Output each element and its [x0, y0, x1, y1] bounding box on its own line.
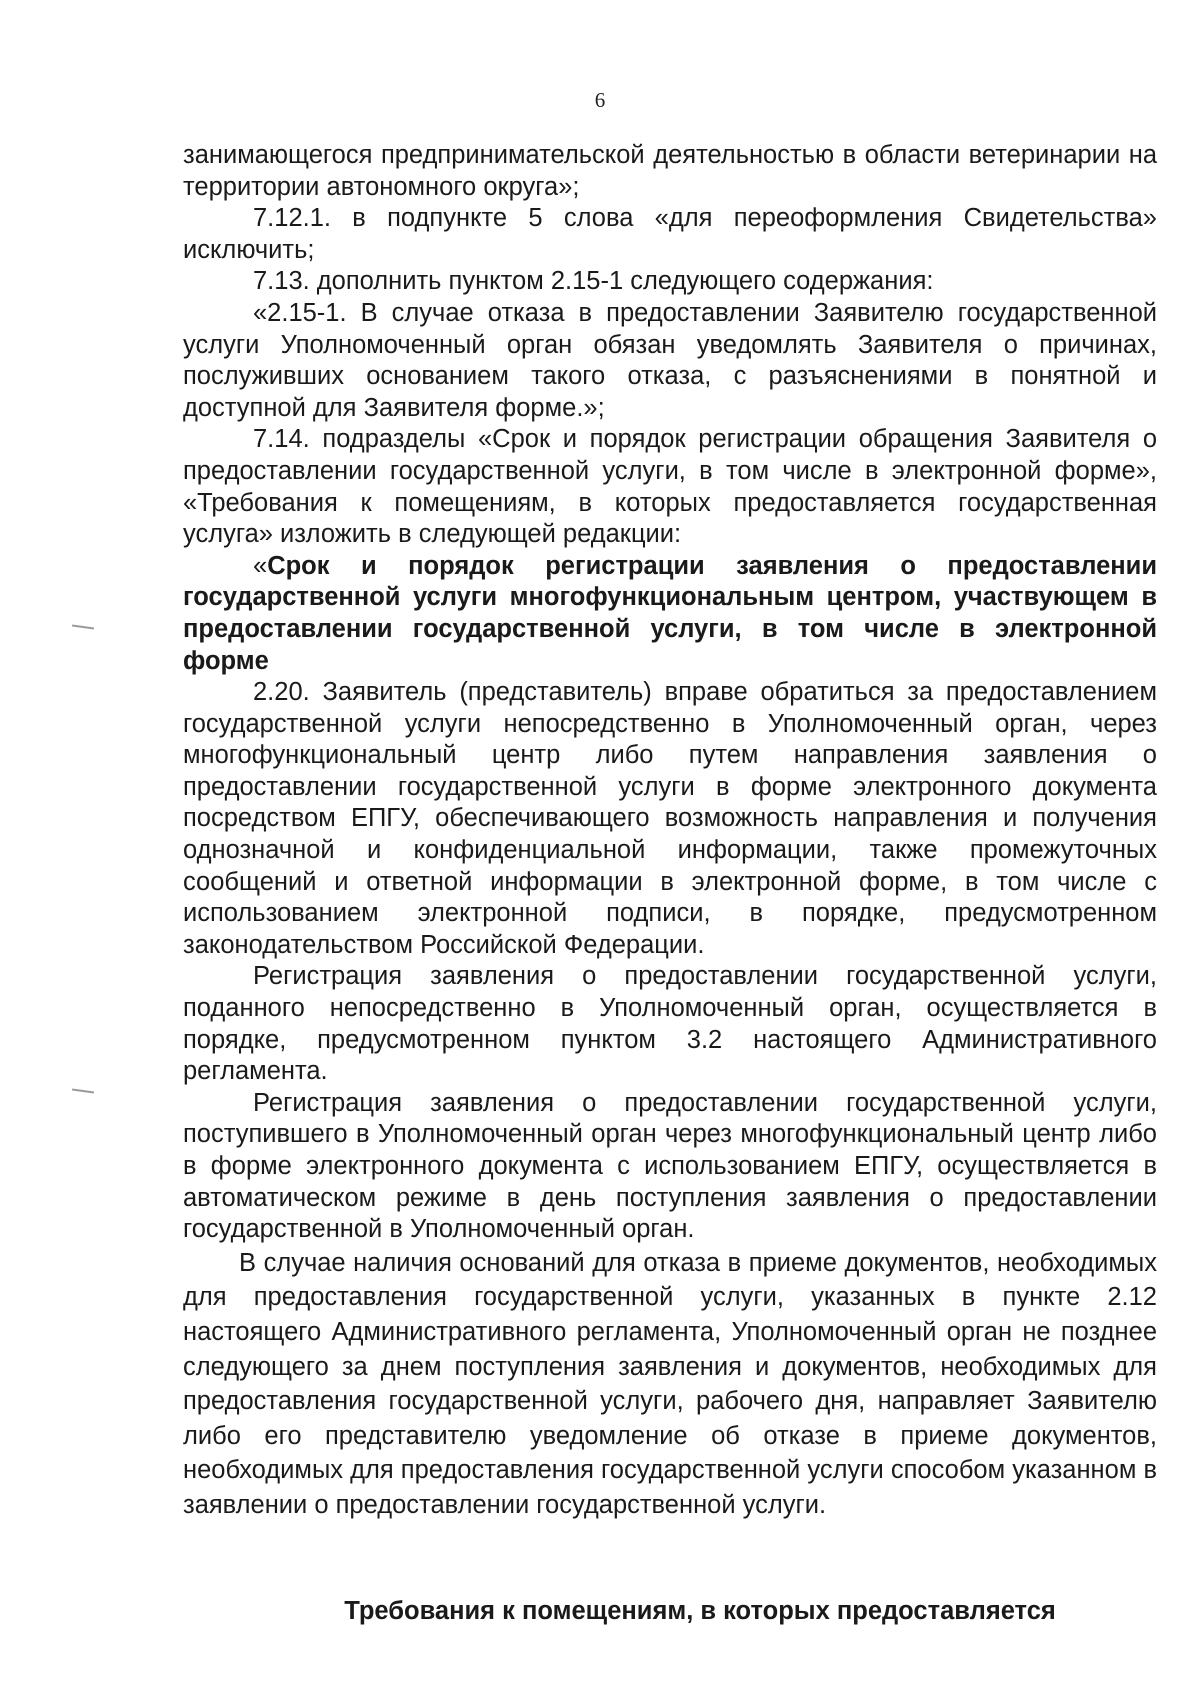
margin-mark [72, 1088, 94, 1093]
page-number: 6 [594, 88, 606, 112]
paragraph: занимающегося предпринимательской деятельностью в области ветеринарии на территории автономного округа»; [183, 141, 1157, 201]
paragraph: 7.12.1. в подпункте 5 слова «для переоформления Свидетельства» исключить; [183, 204, 1157, 264]
paragraph: Регистрация заявления о предоставлении государственной услуги, поступившего в Уполномоченный орган через многофункциональный центр либо в форме электронного документа с использованием ЕПГУ, осуществляется в автоматическом режиме в день поступления заявления о предоставлении государственной в Уполномоченный орган. [183, 1088, 1157, 1244]
paragraph: 2.20. Заявитель (представитель) вправе обратиться за предоставлением государственной услуги непосредственно в Уполномоченный орган, через многофункциональный центр либо путем направления заявления о предоставлении государственной услуги в форме электронного документа посредством ЕПГУ, обеспечивающего возможность направления и получения однозначной и конфиденциальной информации, также промежуточных сообщений и ответной информации в электронной форме, в том числе с использованием электронной подписи, в порядке, предусмотренном законодательством Российской Федерации. [183, 678, 1157, 959]
paragraph: 7.13. дополнить пунктом 2.15-1 следующего содержания: [253, 267, 934, 296]
section-heading [183, 551, 1157, 677]
document-body [183, 140, 1157, 1523]
section-heading-quote: « [253, 551, 268, 580]
paragraph: В случае наличия оснований для отказа в приеме документов, необходимых для предоставления государственной услуги, указанных в пункте 2.12 настоящего Административного регламента, Уполномоченный орган не позднее следующего за днем поступления заявления и документов, необходимых для предоставления государственной услуги, рабочего дня, направляет Заявителю либо его представителю уведомление об отказе в приеме документов, необходимых для предоставления государственной услуги способом указанном в заявлении о предоставлении государственной услуги. [183, 1248, 1157, 1519]
paragraph: 7.14. подразделы «Срок и порядок регистрации обращения Заявителя о предоставлении государственной услуги, в том числе в электронной форме», «Требования к помещениям, в которых предоставляется государственная услуга» изложить в следующей редакции: [183, 425, 1157, 549]
paragraph: Регистрация заявления о предоставлении государственной услуги, поданного непосредственно в Уполномоченный орган, осуществляется в порядке, предусмотренном пунктом 3.2 настоящего Административного регламента. [183, 962, 1157, 1086]
margin-mark [72, 624, 94, 629]
paragraph: «2.15-1. В случае отказа в предоставлении Заявителю государственной услуги Уполномоченный орган обязан уведомлять Заявителя о причинах, послуживших основанием такого отказа, с разъяснениями в понятной и доступной для Заявителя форме.»; [183, 298, 1157, 422]
subsection-heading: Требования к помещениям, в которых предоставляется [344, 1597, 1056, 1625]
section-heading-text: Срок и порядок регистрации заявления о предоставлении государственной услуги многофункциональным центром, участвующем в предоставлении государственной услуги, в том числе в электронной форме [183, 551, 1157, 675]
